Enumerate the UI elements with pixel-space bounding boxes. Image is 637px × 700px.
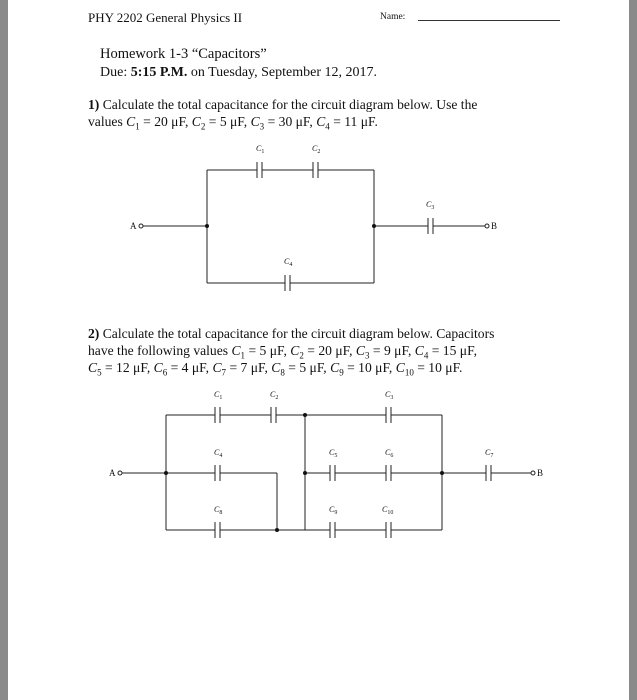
name-label: Name: bbox=[380, 12, 406, 22]
q2-number: 2) bbox=[88, 326, 100, 341]
q2-value-c4: $C_4 = 15$ μF, bbox=[414, 343, 477, 361]
q1-value-c3: $C_3 = 30$ μF, bbox=[250, 114, 313, 132]
q2-label-c4: $C_4$ bbox=[214, 448, 223, 459]
q2-label-c1: $C_1$ bbox=[214, 390, 223, 401]
q2-value-c10: $C_{10} = 10$ μF. bbox=[395, 360, 463, 378]
q1-label-c4: $C_4$ bbox=[284, 257, 293, 268]
due-date: on Tuesday, September 12, 2017. bbox=[187, 65, 378, 80]
q2-value-c9: $C_9 = 10$ μF, bbox=[330, 360, 393, 378]
q1-number: 1) bbox=[88, 97, 100, 112]
q1-terminal-a: A bbox=[130, 221, 137, 231]
q2-value-c6: $C_6 = 4$ μF, bbox=[153, 360, 210, 378]
q1-value-c1: $C_1 = 20$ μF, bbox=[126, 114, 189, 132]
q2-terminal-b: B bbox=[537, 468, 544, 478]
q1-value-c4: $C_4 = 11$ μF. bbox=[316, 114, 378, 132]
q1-label-c2: $C_2$ bbox=[312, 144, 321, 155]
q2-label-c6: $C_6$ bbox=[385, 448, 394, 459]
document-page bbox=[8, 0, 629, 700]
q2-value-c3: $C_3 = 9$ μF, bbox=[355, 343, 412, 361]
q1-label-c3: $C_3$ bbox=[426, 200, 435, 211]
q2-value-c8: $C_8 = 5$ μF, bbox=[271, 360, 327, 378]
q1-text: Calculate the total capacitance for the circuit diagram below. Use the bbox=[102, 97, 478, 112]
q2-label-c7: $C_7$ bbox=[485, 448, 494, 459]
q1-terminal-b: B bbox=[491, 221, 498, 231]
due-time: 5:15 P.M. bbox=[130, 65, 188, 80]
q2-label-c5: $C_5$ bbox=[329, 448, 338, 459]
assignment-title: Homework 1-3 “Capacitors” bbox=[100, 46, 267, 62]
q2-terminal-a: A bbox=[109, 468, 116, 478]
q2-value-c2: $C_2 = 20$ μF, bbox=[290, 343, 353, 361]
course-title: PHY 2202 General Physics II bbox=[88, 10, 243, 25]
q2-values-intro: have the following values bbox=[88, 343, 229, 358]
q1-value-c2: $C_2 = 5$ μF, bbox=[191, 114, 248, 132]
q2-value-c5: $C_5 = 12$ μF, bbox=[88, 360, 151, 378]
circuit-diagram-2 bbox=[8, 0, 629, 700]
q1-label-c1: $C_1$ bbox=[256, 144, 265, 155]
q2-label-c9: $C_9$ bbox=[329, 505, 338, 516]
q2-value-c7: $C_7 = 7$ μF, bbox=[212, 360, 268, 378]
q2-text: Calculate the total capacitance for the circuit diagram below. Capacitors bbox=[102, 326, 495, 341]
q2-label-c2: $C_2$ bbox=[270, 390, 279, 401]
q1-values-intro: values bbox=[88, 114, 123, 129]
q2-label-c10: $C_{10}$ bbox=[382, 505, 394, 516]
due-label: Due: bbox=[100, 65, 128, 80]
q2-label-c8: $C_8$ bbox=[214, 505, 223, 516]
q2-value-c1: $C_1 = 5$ μF, bbox=[231, 343, 287, 361]
q2-label-c3: $C_3$ bbox=[385, 390, 394, 401]
